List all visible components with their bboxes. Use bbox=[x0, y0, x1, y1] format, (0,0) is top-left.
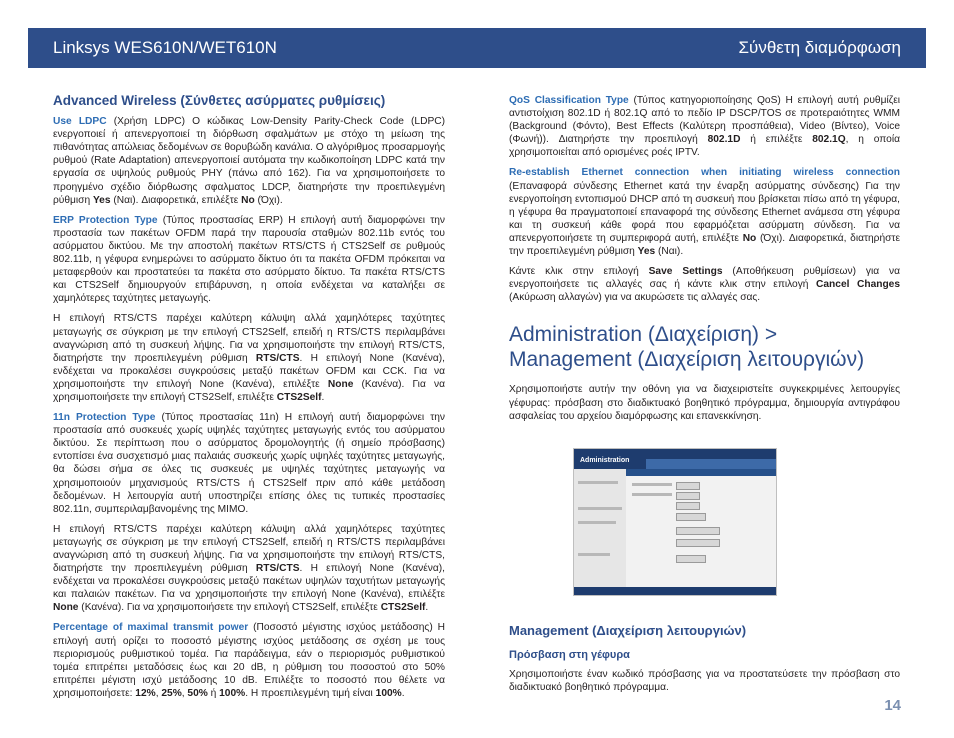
right-column bbox=[509, 94, 900, 701]
ldpc-text: (Χρήση LDPC) Ο κώδικας Low-Density Parity-Check Code (LDPC) ενεργοποιεί ή απενεργοποιεί τη διόρθωση σφαλμάτων με στόχο τη μείωση της πιθανότητας απώλειας δεδομένων σε θορυβώδη κανάλια. Ο αλγόριθμος προσαρμογής ρυθμού (Rate Adaptation) απενεργοποιεί αυτόματα την κωδικοποίηση LDPC κατά την εργασία σε υψηλούς ρυθμούς PHY (πάνω από 162). Για να χρησιμοποιήσετε το προηγμένο σχέδιο διόρθωσης σφαλματος LDCP, διατηρήστε την προεπιλεγμένη ρύθμιση bbox=[53, 116, 445, 206]
screenshot-line bbox=[632, 483, 672, 486]
qos-text-3: , η οποία χρησιμοποιείται από ορισμένες ροές IPTV. bbox=[509, 134, 900, 159]
administration-paragraph: Χρησιμοποιήστε αυτήν την οθόνη για να διαχειριστείτε συγκεκριμένες λειτουργίες γέφυρας: πρόσβαση στο διαδικτυακό βοηθητικό πρόγραμμα, δημιουργία αντιγράφου ασφαλείας του αρχείου διαμόρφωσης και επανεκκίνηση. bbox=[509, 384, 900, 422]
save-text-3: (Ακύρωση αλλαγών) για να ακυρώσετε τις αλλαγές σας. bbox=[509, 292, 761, 304]
power-sep-1: , bbox=[155, 687, 162, 699]
qos-term: QoS Classification Type bbox=[509, 95, 629, 106]
erp-text: (Τύπος προστασίας ERP) Η επιλογή αυτή διαμορφώνει την προστασία των πακέτων OFDM παρά την παρουσία σταθμών 802.11b εντός του ασύρματου δικτύου. Με την αποστολή πακέτων RTS/CTS ή CTS2Self σε ρυθμούς 802.11b, η γέφυρα ενημερώνει το ασύρματο δίκτυο ότι τα πακέτα OFDM πρόκειται να μεταφερθούν και προστατεύει τα πακέτα στο ασύρματο δίκτυο. Τα πακέτα RTS/CTS και CTS2Self δημιουργούν επιβάρυνση, η οποία ενδέχεται να καταλήξει σε χαμηλότερες ταχύτητες μεταγωγής. bbox=[53, 214, 445, 305]
n11-cts2self: CTS2Self bbox=[380, 602, 426, 614]
erp-detail-text-2: . Η επιλογή None (Κανένα), ενδέχεται να προκαλέσει συγκρούσεις μεταξύ πακέτων OFDM και CCK. Για να χρησιμοποιήστε την επιλογή None (Κανένα), επιλέξτε bbox=[53, 352, 446, 390]
save-text: Κάντε κλικ στην επιλογή bbox=[509, 266, 649, 278]
screenshot-sidebar bbox=[574, 469, 626, 595]
power-sep-3: ή bbox=[207, 687, 220, 699]
page-header bbox=[0, 0, 954, 82]
screenshot-field bbox=[676, 502, 700, 510]
screenshot-tabs bbox=[646, 459, 776, 469]
erp-none: None bbox=[327, 378, 354, 390]
n11-detail-text-4: . bbox=[425, 602, 429, 614]
n11-rtscts: RTS/CTS bbox=[255, 563, 300, 575]
erp-rtscts: RTS/CTS bbox=[255, 352, 300, 364]
n11-text: (Τύπος προστασίας 11n) Η επιλογή αυτή διαμορφώνει την προστασία από συσκευές χωρίς υψηλές ταχύτητες μεταγωγής εντός του ασύρματου δικτύου. Σε περίπτωση που ο ασύρματος δρομολογητής (ή σημείο πρόσβασης) εντοπίσει ένα συσχετισμό μιας παλαιάς συσκευής χωρίς υψηλές ταχύτητες μεταγωγής, θα δώσει σήμα σε όλες τις συσκευές με υψηλές ταχύτητες μεταγωγής να χρησιμοποιούν μηχανισμούς RTS/CTS ή CTS2Self πριν από κάθε μετάδοση δεδομένων. Η λειτουργία αυτή υποστηρίζει επίσης όλες τις τυπικές προστασίες 802.11n, συμπεριλαμβανομένης της MIMO. bbox=[53, 412, 445, 515]
screenshot-line bbox=[632, 493, 672, 496]
advanced-wireless-title: Advanced Wireless (Σύνθετες ασύρματες ρυθμίσεις) bbox=[53, 93, 386, 108]
save-settings: Save Settings bbox=[648, 266, 723, 278]
n11-detail-text-3: (Κανένα). Για να χρησιμοποιήσετε την επιλογή CTS2Self, επιλέξτε bbox=[78, 602, 381, 614]
screenshot-footer bbox=[574, 587, 776, 595]
management-title: Management (Διαχείριση λειτουργιών) bbox=[509, 622, 747, 638]
reestablish-text: (Επαναφορά σύνδεσης Ethernet κατά την έναρξη ασύρματης σύνδεσης) Για την ενεργοποίηση εντοπισμού DHCP από τη συσκευή που βρίσκεται πίσω από τη γέφυρα, η γέφυρα θα πραγματοποιεί επαναφορά της σύνδεσης Ethernet ανάμεσα στη γέφυρα και τη συσκευή κάθε φορά που εφαρμόζεται ασύρματη σύνδεση. Για να απενεργοποιήσετε τη συμπεριφορά αυτή, επιλέξτε bbox=[509, 180, 900, 244]
save-text-2: (Αποθήκευση ρυθμίσεων) για να ενεργοποιήσετε τις αλλαγές σας ή κάντε κλικ στην επιλογή bbox=[509, 266, 901, 291]
qos-8021q: 802.1Q bbox=[812, 134, 846, 146]
n11-detail-paragraph bbox=[53, 523, 445, 615]
screenshot-field bbox=[676, 513, 706, 521]
n11-detail-text-2: . Η επιλογή None (Κανένα), ενδέχεται να προκαλέσει συγκρούσεις μεταξύ πακέτων υψηλών ταχυτήτων μεταγωγής και παλαιών πακέτων. Για να χρησιμοποιήστε την επιλογή None (Κανένα), επιλέξτε bbox=[53, 563, 446, 601]
screenshot-button bbox=[676, 527, 720, 535]
reestablish-no: No bbox=[742, 232, 757, 244]
qos-8021d: 802.1D bbox=[707, 134, 741, 146]
qos-text-2: ή επιλέξτε bbox=[740, 134, 813, 146]
erp-term: ERP Protection Type bbox=[53, 214, 158, 226]
power-text-3: . bbox=[401, 687, 405, 699]
qos-paragraph bbox=[509, 94, 900, 159]
screenshot-field bbox=[676, 482, 700, 490]
screenshot-line bbox=[578, 553, 610, 556]
n11-paragraph bbox=[53, 411, 445, 516]
screenshot-field bbox=[676, 492, 700, 500]
power-term: Percentage of maximal transmit power bbox=[53, 622, 249, 634]
bridge-access-title: Πρόσβαση στη γέφυρα bbox=[509, 648, 630, 661]
n11-none: None bbox=[53, 602, 79, 614]
reestablish-yes: Yes bbox=[637, 246, 656, 258]
reestablish-paragraph bbox=[509, 166, 900, 258]
ldpc-no: No bbox=[241, 194, 255, 206]
power-100: 100% bbox=[219, 687, 246, 699]
left-column bbox=[53, 94, 445, 707]
administration-title: Administration (Διαχείριση) > Management (Διαχείριση λειτουργιών) bbox=[509, 323, 865, 372]
erp-detail-text-4: . bbox=[321, 391, 325, 403]
power-sep-2: , bbox=[181, 687, 188, 699]
power-50: 50% bbox=[187, 687, 208, 699]
erp-detail-text: Η επιλογή RTS/CTS παρέχει καλύτερη κάλυψη αλλά χαμηλότερες ταχύτητες μεταγωγής σε σύγκριση με την επιλογή CTS2Self, επειδή η RTS/CTS περιλαμβάνει αναγνώριση από τη συσκευή λήψης. Για να χρησιμοποιήστε την επιλογή RTS/CTS, διατηρήστε την προεπιλεγμένη ρύθμιση bbox=[53, 313, 445, 364]
screenshot-button bbox=[676, 539, 720, 547]
power-paragraph bbox=[53, 621, 445, 700]
management-screenshot bbox=[573, 448, 777, 596]
power-text: (Ποσοστό μέγιστης ισχύος μετάδοσης) Η επιλογή αυτή ορίζει το ποσοστό μέγιστης ισχύος μετάδοσης σε σχέση με τους περιορισμούς ρυθμιστικού τομέα. Για παράδειγμα, εάν ο περιορισμός ρυθμιστικού τομέα επιτρέπει μεταδόσεις έως και 20 dB, η ρύθμιση του ποσοστού στο 50% επιτρέπει μέγιστη ισχύ μετάδοσης 10 dB. Επιλέξτε το ποσοστό που θέλετε να χρησιμοποιήσετε: bbox=[53, 622, 445, 699]
screenshot-line bbox=[578, 507, 622, 510]
screenshot-line bbox=[578, 521, 616, 524]
erp-detail-paragraph bbox=[53, 312, 445, 404]
ldpc-term: Use LDPC bbox=[53, 116, 107, 128]
reestablish-text-2: (Όχι). Διαφορετικά, διατηρήστε την προεπιλεγμένη ρύθμιση bbox=[509, 232, 900, 258]
product-name: Linksys WES610N/WET610N bbox=[53, 38, 277, 57]
cancel-changes: Cancel Changes bbox=[816, 279, 901, 291]
screenshot-subbar bbox=[626, 469, 776, 476]
screenshot-title: Administration bbox=[580, 456, 630, 464]
reestablish-text-3: (Ναι). bbox=[655, 246, 684, 258]
screenshot-button bbox=[676, 555, 706, 563]
bridge-access-paragraph: Χρησιμοποιήστε έναν κωδικό πρόσβασης για να προστατεύσετε την πρόσβαση στο διαδικτυακό βοηθητικό πρόγραμμα. bbox=[509, 668, 900, 693]
n11-detail-text: Η επιλογή RTS/CTS παρέχει καλύτερη κάλυψη αλλά χαμηλότερες ταχύτητες μεταγωγής σε σύγκριση με την επιλογή CTS2Self, επειδή η RTS/CTS περιλαμβάνει αναγνώριση από τη συσκευή λήψης. Για να χρησιμοποιήστε την επιλογή RTS/CTS, διατηρήστε την προεπιλεγμένη ρύθμιση bbox=[53, 523, 445, 575]
power-25: 25% bbox=[161, 687, 182, 699]
power-text-2: . Η προεπιλεγμένη τιμή είναι bbox=[245, 687, 376, 699]
power-12: 12% bbox=[135, 687, 156, 699]
save-paragraph bbox=[509, 265, 900, 304]
section-name: Σύνθετη διαμόρφωση bbox=[738, 38, 901, 57]
ldpc-paragraph bbox=[53, 115, 445, 207]
ldpc-text-3: (Όχι). bbox=[254, 194, 283, 206]
n11-term: 11n Protection Type bbox=[53, 412, 156, 424]
erp-cts2self: CTS2Self bbox=[276, 391, 322, 403]
ldpc-yes: Yes bbox=[92, 194, 111, 206]
erp-paragraph bbox=[53, 214, 445, 306]
reestablish-term: Re-establish Ethernet connection when initiating wireless connection bbox=[509, 167, 900, 179]
screenshot-line bbox=[578, 481, 618, 484]
qos-text: (Τύπος κατηγοριοποίησης QoS) Η επιλογή αυτή ρυθμίζει αντιστοίχιση 802.1D ή 802.1Q από το πεδίο IP DSCP/TOS σε προτεραιότητες WMM (Background (Φόντο), Best Effects (Καλύτερη προσπάθεια), Video (Βίντεο), Voice (Φωνή)). Διατηρήστε την προεπιλογή bbox=[509, 95, 900, 146]
ldpc-text-2: (Ναι). Διαφορετικά, επιλέξτε bbox=[110, 194, 242, 206]
power-default: 100% bbox=[375, 687, 402, 699]
erp-detail-text-3: (Κανένα). Για να χρησιμοποιήσετε την επιλογή CTS2Self, επιλέξτε bbox=[53, 378, 445, 403]
page-number: 14 bbox=[884, 697, 901, 714]
